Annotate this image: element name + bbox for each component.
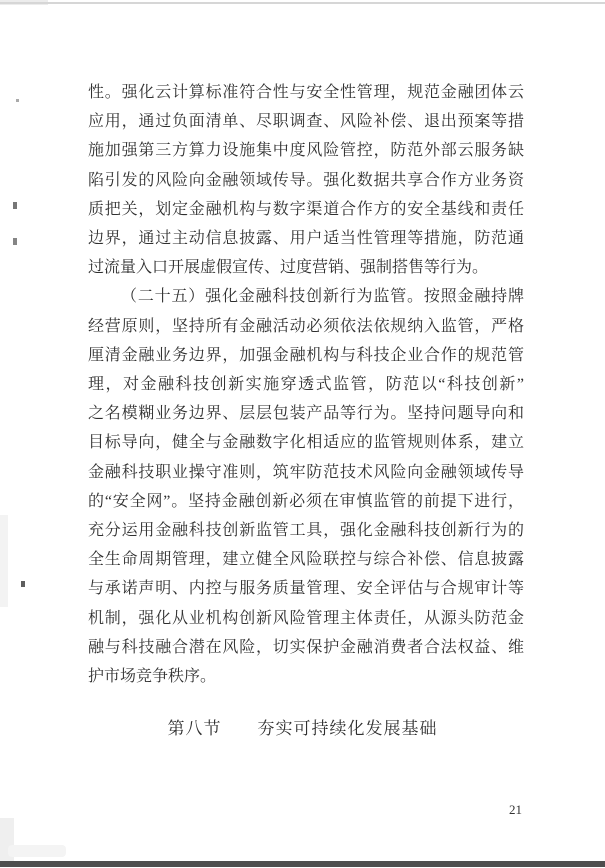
section-heading: 第八节 夯实可持续化发展基础: [167, 719, 438, 738]
text-line: 施加强第三方算力设施集中度风险管控，防范外部云服务缺: [88, 142, 524, 160]
text-line: 厘清金融业务边界，加强金融机构与科技企业合作的规范管: [88, 346, 524, 364]
document-body: [88, 78, 524, 691]
page-number: 21: [509, 802, 522, 817]
text-line: 应用，通过负面清单、尽职调查、风险补偿、退出预案等措: [88, 113, 524, 131]
text-line: 与承诺声明、内控与服务质量管理、安全评估与合规审计等: [88, 580, 524, 598]
text-line: 全生命周期管理，建立健全风险联控与综合补偿、信息披露: [88, 551, 524, 569]
text-line: 的“安全网”。坚持金融创新必须在审慎监管的前提下进行，: [88, 492, 524, 510]
scan-edge-bottom-band: [0, 861, 605, 867]
text-line: 融与科技融合潜在风险，切实保护金融消费者合法权益、维: [88, 638, 524, 656]
text-line: （二十五）强化金融科技创新行为监管。按照金融持牌: [121, 288, 524, 306]
text-line: 性。强化云计算标准符合性与安全性管理，规范金融团体云: [88, 84, 524, 101]
text-line: 质把关，划定金融机构与数字渠道合作方的安全基线和责任: [88, 200, 524, 218]
scan-smudge-bottom: [8, 845, 66, 857]
text-line: 护市场竞争秩序。: [88, 668, 217, 686]
scan-speck: [13, 202, 17, 209]
text-line: 边界，通过主动信息披露、用户适当性管理等措施，防范通: [88, 230, 524, 248]
text-line: 机制，强化从业机构创新风险管理主体责任，从源头防范金: [88, 609, 524, 627]
text-line: 金融科技职业操守准则，筑牢防范技术风险向金融领域传导: [88, 463, 524, 481]
text-line: 充分运用金融科技创新监管工具，强化金融科技创新行为的: [88, 522, 524, 540]
text-line: 经营原则，坚持所有金融活动必须依法依规纳入监管，严格: [88, 317, 524, 335]
scan-speck: [21, 581, 25, 587]
scan-edge-top-line: [0, 2, 605, 4]
text-line: 目标导向，健全与金融数字化相适应的监管规则体系，建立: [88, 434, 524, 452]
text-line: 理，对金融科技创新实施穿透式监管，防范以“科技创新”: [88, 376, 524, 394]
text-line: 过流量入口开展虚假宣传、过度营销、强制搭售等行为。: [88, 259, 489, 277]
scan-smudge-left: [0, 515, 8, 607]
text-line: 陷引发的风险向金融领域传导。强化数据共享合作方业务资: [88, 171, 524, 189]
text-line: 之名模糊业务边界、层层包装产品等行为。坚持问题导向和: [88, 405, 524, 423]
scan-speck: [16, 99, 19, 102]
scan-speck: [13, 238, 17, 245]
